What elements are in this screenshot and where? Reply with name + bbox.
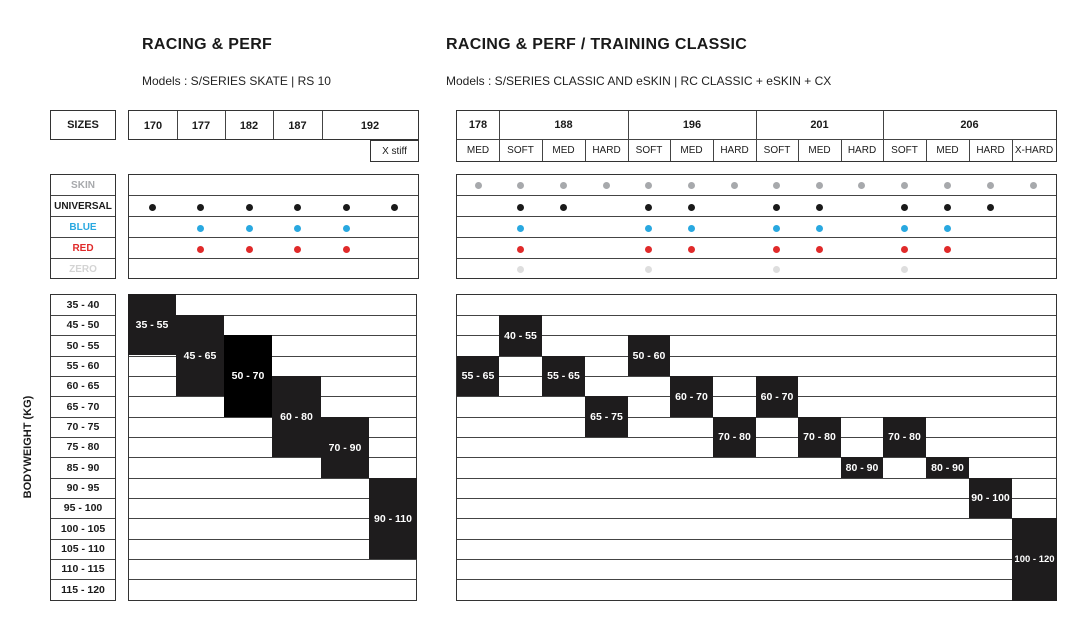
skin-dot [901, 182, 908, 189]
universal-dot [944, 204, 951, 211]
skin-dot [688, 182, 695, 189]
weight-range-block: 35 - 55 [128, 294, 176, 355]
universal-dot [246, 204, 253, 211]
right-weight-grid [456, 294, 1057, 601]
weight-range-block: 60 - 80 [272, 376, 321, 457]
universal-dot [517, 204, 524, 211]
weight-range-block: 90 - 100 [969, 478, 1012, 518]
universal-dot [294, 204, 301, 211]
red-dot [246, 246, 253, 253]
weight-label: 35 - 40 [66, 299, 100, 311]
red-dot [294, 246, 301, 253]
right-flex-label: HARD [847, 145, 877, 156]
blue-dot [816, 225, 823, 232]
weight-label: 95 - 100 [63, 502, 103, 514]
right-flex-label: SOFT [635, 145, 663, 156]
weight-range-block: 80 - 90 [926, 457, 969, 478]
left-size-182: 182 [239, 119, 259, 132]
right-flex-label: MED [552, 145, 575, 156]
weight-range-block: 70 - 80 [713, 417, 756, 457]
blue-dot [246, 225, 253, 232]
right-flex-label: MED [680, 145, 703, 156]
weight-range-block: 55 - 65 [542, 356, 585, 396]
universal-dot [391, 204, 398, 211]
sizes-label: SIZES [50, 110, 116, 140]
flex-universal-label: UNIVERSAL [54, 201, 112, 212]
weight-range-block: 60 - 70 [756, 376, 798, 417]
weight-range-block: 40 - 55 [499, 315, 542, 356]
skin-dot [603, 182, 610, 189]
left-title: RACING & PERF [142, 36, 273, 53]
bodyweight-axis-label: BODYWEIGHT (KG) [22, 395, 34, 499]
weight-range-block: 45 - 65 [176, 315, 224, 396]
universal-dot [773, 204, 780, 211]
weight-range-block: 80 - 90 [841, 457, 883, 478]
zero-dot [517, 266, 524, 273]
red-dot [517, 246, 524, 253]
weight-range-block: 100 - 120 [1012, 518, 1057, 601]
blue-dot [688, 225, 695, 232]
right-title: RACING & PERF / TRAINING CLASSIC [446, 36, 748, 53]
blue-dot [645, 225, 652, 232]
right-size-206: 206 [960, 119, 979, 131]
universal-dot [688, 204, 695, 211]
right-flex-label: MED [808, 145, 831, 156]
weight-range-block: 70 - 90 [321, 417, 369, 478]
left-subtitle: Models : S/SERIES SKATE | RS 10 [142, 74, 331, 88]
blue-dot [517, 225, 524, 232]
flex-skin-label: SKIN [71, 179, 95, 191]
red-dot [343, 246, 350, 253]
weight-label: 100 - 105 [60, 522, 106, 535]
weight-range-block: 70 - 80 [883, 417, 926, 457]
right-size-196: 196 [682, 119, 702, 131]
skin-dot [987, 182, 994, 189]
universal-dot [645, 204, 652, 211]
right-flex-label: SOFT [507, 145, 534, 156]
right-flex-label: SOFT [891, 145, 918, 156]
weight-range-block: 65 - 75 [585, 396, 628, 437]
left-xstiff-label: X stiff [370, 140, 419, 162]
weight-label: 75 - 80 [66, 441, 100, 453]
weight-label: 45 - 50 [66, 319, 100, 331]
skin-dot [475, 182, 482, 189]
red-dot [645, 246, 652, 253]
skin-dot [517, 182, 524, 189]
red-dot [816, 246, 823, 253]
weight-label: 85 - 90 [66, 461, 100, 474]
flex-red-label: RED [72, 243, 94, 254]
skin-dot [816, 182, 823, 189]
universal-dot [987, 204, 994, 211]
right-flex-label: MED [936, 145, 959, 156]
zero-dot [645, 266, 652, 273]
weight-label: 90 - 95 [66, 482, 100, 494]
skin-dot [858, 182, 865, 189]
weight-range-block: 90 - 110 [369, 478, 417, 559]
flex-blue-label: BLUE [69, 222, 97, 233]
blue-dot [343, 225, 350, 232]
zero-dot [901, 266, 908, 273]
weight-label: 65 - 70 [66, 400, 100, 413]
left-size-192: 192 [360, 119, 380, 132]
red-dot [901, 246, 908, 253]
left-size-177: 177 [191, 119, 211, 132]
left-flex-grid [128, 174, 419, 279]
skin-dot [560, 182, 567, 189]
blue-dot [294, 225, 301, 232]
red-dot [197, 246, 204, 253]
red-dot [944, 246, 951, 253]
right-flex-label: HARD [720, 145, 749, 156]
right-size-201: 201 [810, 119, 829, 131]
blue-dot [944, 225, 951, 232]
blue-dot [197, 225, 204, 232]
blue-dot [901, 225, 908, 232]
skin-dot [731, 182, 738, 189]
weight-label: 70 - 75 [66, 421, 100, 433]
right-flex-label: MED [466, 145, 490, 156]
right-subtitle: Models : S/SERIES CLASSIC AND eSKIN | RC CLASSIC + eSKIN + CX [446, 74, 832, 88]
universal-dot [816, 204, 823, 211]
weight-label: 55 - 60 [66, 360, 100, 372]
weight-range-block: 60 - 70 [670, 376, 713, 417]
weight-label: 50 - 55 [66, 339, 100, 352]
zero-dot [773, 266, 780, 273]
weight-label: 105 - 110 [61, 543, 105, 555]
left-size-170: 170 [143, 119, 163, 132]
weight-label: 115 - 120 [61, 583, 105, 596]
skin-dot [944, 182, 951, 189]
blue-dot [773, 225, 780, 232]
weight-range-block: 50 - 70 [224, 335, 272, 417]
weight-range-block: 70 - 80 [798, 417, 841, 457]
universal-dot [560, 204, 567, 211]
right-flex-label: SOFT [763, 145, 791, 156]
universal-dot [901, 204, 908, 211]
weight-label: 60 - 65 [66, 380, 100, 392]
weight-range-block: 50 - 60 [628, 335, 670, 376]
right-size-188: 188 [554, 119, 573, 131]
right-flex-label: X-HARD [1014, 145, 1054, 156]
right-flex-label: HARD [976, 145, 1005, 156]
weight-range-block: 55 - 65 [457, 356, 499, 396]
skin-dot [773, 182, 780, 189]
right-size-178: 178 [468, 119, 488, 131]
weight-label: 110 - 115 [61, 563, 105, 575]
right-flex-label: HARD [592, 145, 621, 156]
left-size-187: 187 [288, 119, 307, 132]
skin-dot [1030, 182, 1037, 189]
red-dot [773, 246, 780, 253]
universal-dot [343, 204, 350, 211]
universal-dot [149, 204, 156, 211]
right-flex-grid [456, 174, 1057, 279]
red-dot [688, 246, 695, 253]
flex-zero-label: ZERO [69, 263, 97, 275]
universal-dot [197, 204, 204, 211]
skin-dot [645, 182, 652, 189]
